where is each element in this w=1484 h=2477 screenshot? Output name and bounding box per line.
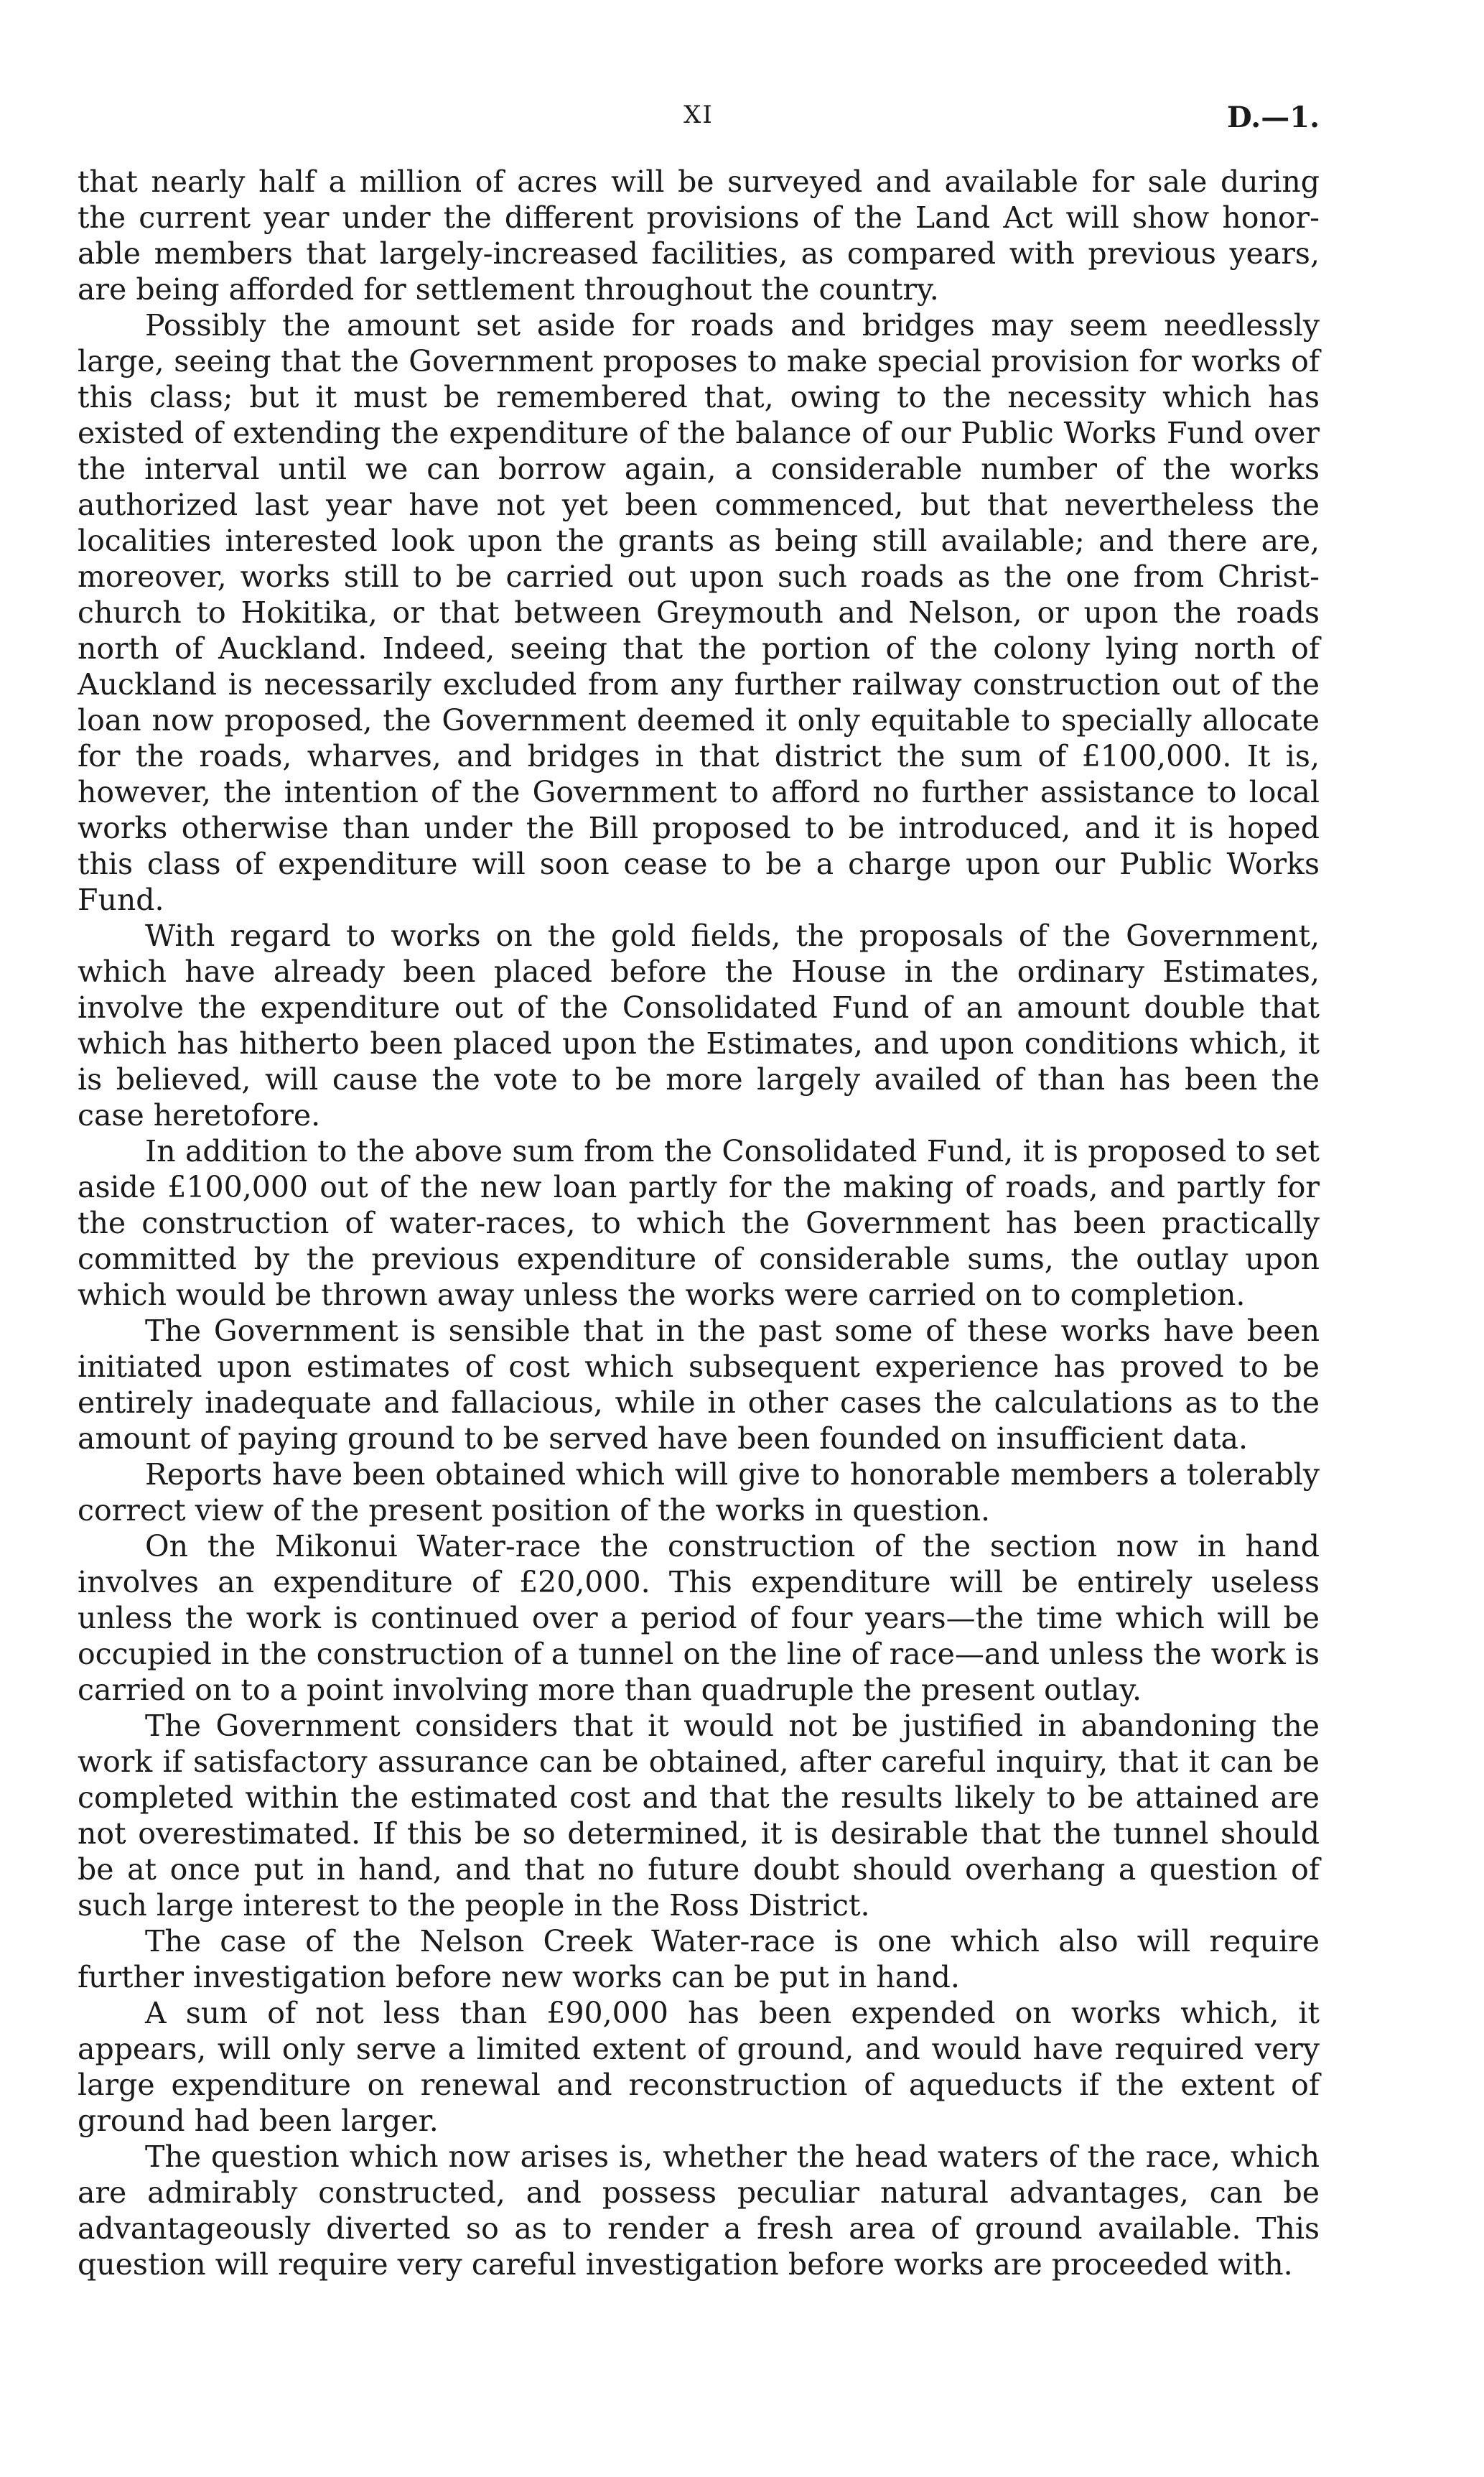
paragraph: that nearly half a million of acres will be surveyed and available for sale during the current year under the different provisions of the Land Act will show honorable members that largely-increased facilities, as compared with previous years, are being afforded for settlement throughout the country. bbox=[78, 164, 1320, 307]
paragraph: In addition to the above sum from the Consolidated Fund, it is proposed to set aside £100,000 out of the new loan partly for the making of roads, and partly for the construction of water-races, to which the Government has been practically committed by the previous expenditure of considerable sums, the outlay upon which would be thrown away unless the works were carried on to completion. bbox=[78, 1134, 1320, 1312]
paragraph: A sum of not less than £90,000 has been expended on works which, it appears, will only serve a limited extent of ground, and would have required very large expenditure on renewal and reconstruction of aqueducts if the extent of ground had been larger. bbox=[78, 1996, 1320, 2138]
paragraph: The Government considers that it would not be justified in abandoning the work if satisfactory assurance can be obtained, after careful inquiry, that it can be completed within the estimated cost and that the results likely to be attained are not overestimated. If this be so determined, it is desirable that the tunnel should be at once put in hand, and that no future doubt should overhang a question of such large interest to the people in the Ross District. bbox=[78, 1709, 1320, 1923]
paragraph: The Government is sensible that in the past some of these works have been initiated upon estimates of cost which subsequent experience has proved to be entirely inadequate and fallacious, while in other cases the calculations as to the amount of paying ground to be served have been founded on insufficient data. bbox=[78, 1314, 1320, 1456]
paragraph: On the Mikonui Water-race the construction of the section now in hand involves an expenditure of £20,000. This expenditure will be entirely useless unless the work is continued over a period of four years—the time which will be occupied in the construction of a tunnel on the line of race—and unless the work is carried on to a point involving more than quadruple the present outlay. bbox=[78, 1529, 1320, 1707]
body-text bbox=[78, 164, 1320, 2282]
paragraph: The question which now arises is, whether the head waters of the race, which are admirably constructed, and possess peculiar natural advantages, can be advantageously diverted so as to render a fresh area of ground available. This question will require very careful investigation before works are proceeded with. bbox=[78, 2139, 1320, 2282]
paragraph: The case of the Nelson Creek Water-race is one which also will require further investigation before new works can be put in hand. bbox=[78, 1924, 1320, 1994]
paragraph: Possibly the amount set aside for roads and bridges may seem needlessly large, seeing that the Government proposes to make special provision for works of this class; but it must be remembered that, owing to the necessity which has existed of extending the expenditure of the balance of our Public Works Fund over the interval until we can borrow again, a considerable number of the works authorized last year have not yet been commenced, but that nevertheless the localities interested look upon the grants as being still available; and there are, moreover, works still to be carried out upon such roads as the one from Christchurch to Hokitika, or that between Greymouth and Nelson, or upon the roads north of Auckland. Indeed, seeing that the portion of the colony lying north of Auckland is necessarily excluded from any further railway construction out of the loan now proposed, the Government deemed it only equitable to specially allocate for the roads, wharves, and bridges in that district the sum of £100,000. It is, however, the intention of the Government to afford no further assistance to local works otherwise than under the Bill proposed to be introduced, and it is hoped this class of expenditure will soon cease to be a charge upon our Public Works Fund. bbox=[78, 308, 1320, 917]
paragraph: Reports have been obtained which will give to honorable members a tolerably correct view of the present position of the works in question. bbox=[78, 1457, 1320, 1528]
document-reference: D.—1. bbox=[1227, 101, 1320, 134]
paragraph: With regard to works on the gold fields, the proposals of the Government, which have already been placed before the House in the ordinary Estimates, involve the expenditure out of the Consolidated Fund of an amount double that which has hitherto been placed upon the Estimates, and upon conditions which, it is believed, will cause the vote to be more largely availed of than has been the case heretofore. bbox=[78, 919, 1320, 1133]
page-number: XI bbox=[683, 101, 714, 129]
page-header bbox=[78, 101, 1320, 144]
